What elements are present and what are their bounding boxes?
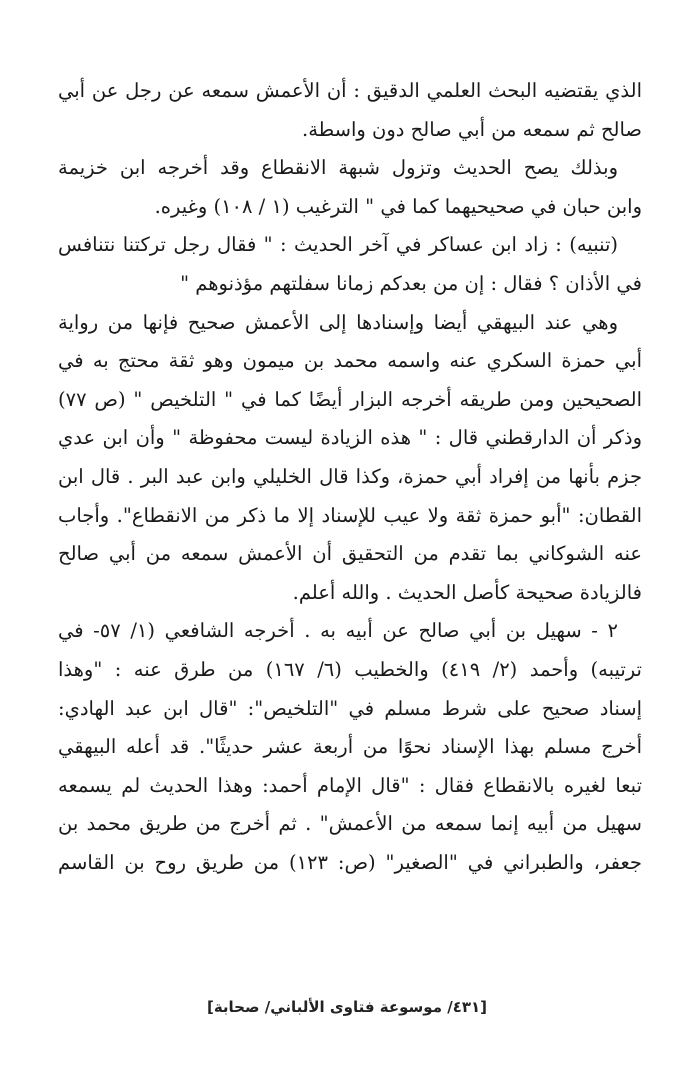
page-body [58, 72, 642, 882]
paragraph [58, 149, 642, 226]
text-line: جعفر، والطبراني في "الصغير" (ص: ١٢٣) من طريق روح بن القاسم [58, 850, 642, 874]
text-line: أبي حمزة السكري عنه واسمه محمد بن ميمون وهو ثقة محتج به في [58, 349, 642, 373]
text-line: وابن حبان في صحيحيهما كما في " الترغيب (١ / ١٠٨) وغيره. [154, 194, 642, 218]
paragraph [58, 72, 642, 149]
text-line: ترتيبه) وأحمد (٢/ ٤١٩) والخطيب (٦/ ١٦٧) من طرق عنه : "وهذا [58, 657, 642, 681]
text-line: فالزيادة صحيحة كأصل الحديث . والله أعلم. [292, 580, 642, 604]
page-footer: [٤٣١/ موسوعة فتاوى الألباني/ صحابة] [206, 998, 488, 1016]
paragraph [58, 304, 642, 613]
text-line: ٢ - سهيل بن أبي صالح عن أبيه به . أخرجه الشافعي (١/ ٥٧- في [58, 619, 618, 643]
text-line: أخرج مسلم بهذا الإسناد نحوًا من أربعة عشر حديثًا". قد أعله البيهقي [58, 735, 642, 759]
text-line: عنه الشوكاني بما تقدم من التحقيق أن الأعمش سمعه من أبي صالح [58, 542, 642, 566]
text-line: في الأذان ؟ فقال : إن من بعدكم زمانا سفلتهم مؤذنوهم " [180, 271, 642, 295]
text-line: صالح ثم سمعه من أبي صالح دون واسطة. [302, 117, 642, 141]
text-line: تبعا لغيره بالانقطاع فقال : "قال الإمام أحمد: وهذا الحديث لم يسمعه [58, 773, 642, 797]
paragraph [58, 612, 642, 882]
text-line: القطان: "أبو حمزة ثقة ولا عيب للإسناد إلا ما ذكر من الانقطاع". وأجاب [58, 503, 642, 527]
text-line: جزم بأنها من إفراد أبي حمزة، وكذا قال الخليلي وابن عبد البر . قال ابن [58, 464, 642, 488]
paragraph [58, 226, 642, 303]
text-line: وذكر أن الدارقطني قال : " هذه الزيادة ليست محفوظة " وأن ابن عدي [58, 426, 642, 450]
text-line: سهيل من أبيه إنما سمعه من الأعمش" . ثم أخرج من طريق محمد بن [58, 812, 642, 836]
text-line: الذي يقتضيه البحث العلمي الدقيق : أن الأعمش سمعه عن رجل عن أبي [58, 79, 642, 102]
text-line: وبذلك يصح الحديث وتزول شبهة الانقطاع وقد أخرجه ابن خزيمة [58, 156, 618, 180]
text-line: إسناد صحيح على شرط مسلم في "التلخيص": "قال ابن عبد الهادي: [58, 696, 642, 720]
text-line: وهي عند البيهقي أيضا وإسنادها إلى الأعمش صحيح فإنها من رواية [58, 310, 618, 334]
text-line: (تنبيه) : زاد ابن عساكر في آخر الحديث : " فقال رجل تركتنا نتنافس [58, 233, 618, 257]
text-line: الصحيحين ومن طريقه أخرجه البزار أيضًا كما في " التلخيص " (ص ٧٧) [58, 387, 642, 411]
